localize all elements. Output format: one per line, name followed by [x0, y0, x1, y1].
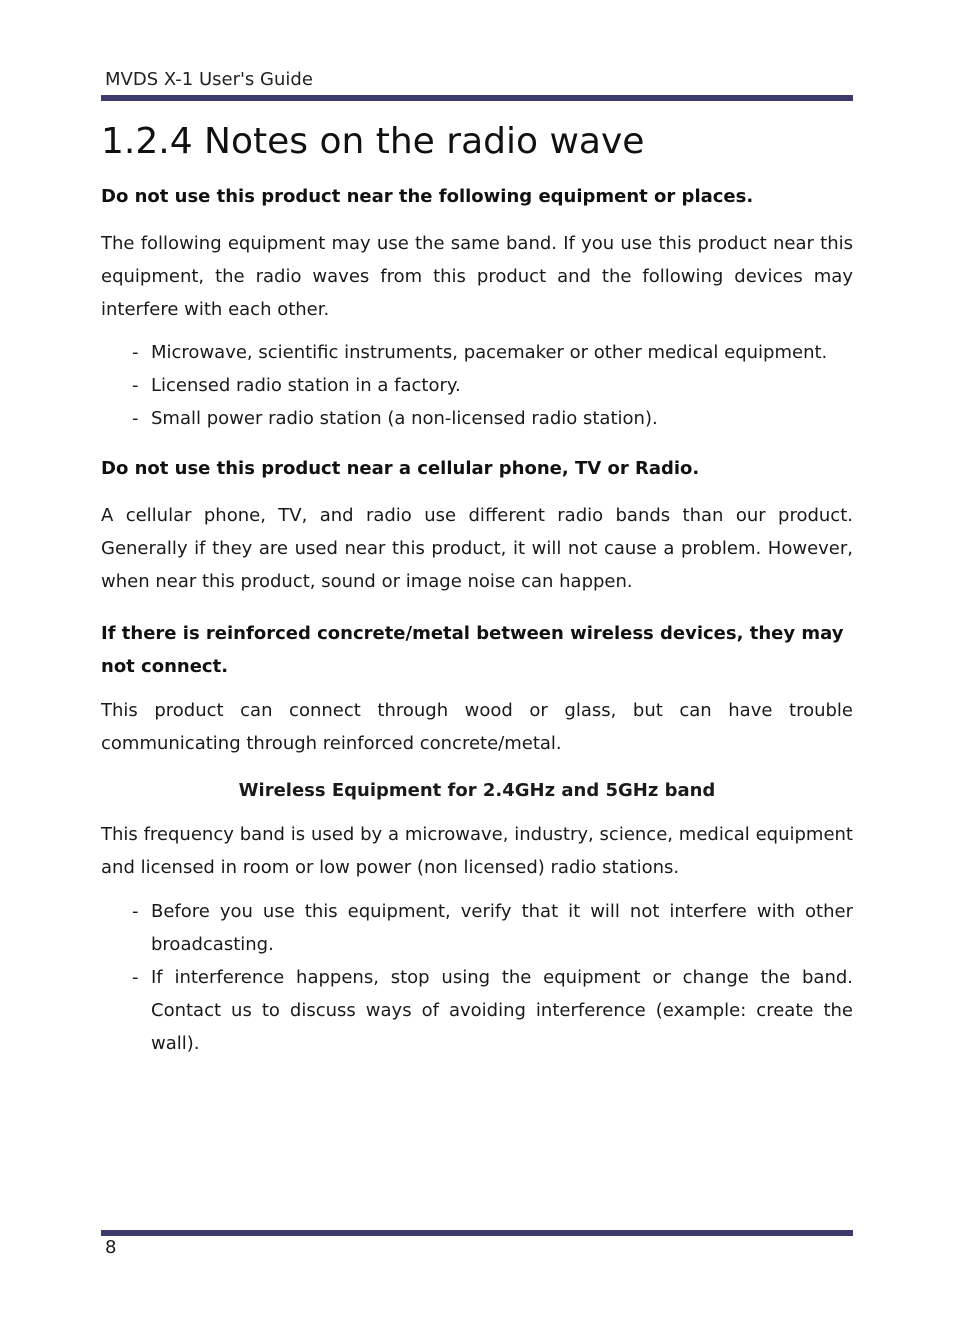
list-item-text: Before you use this equipment, verify that it will not interfere with other broadcasting. [151, 901, 853, 955]
block2-heading: Do not use this product near a cellular phone, TV or Radio. [101, 458, 700, 479]
footer-rule [101, 1230, 853, 1236]
block1-paragraph: The following equipment may use the same band. If you use this product near this equipment, the radio waves from this product and the following devices may interfere with each other. [101, 233, 853, 320]
section-title: 1.2.4 Notes on the radio wave [101, 121, 645, 162]
list-dash: - [132, 967, 139, 988]
block-reinforced-concrete [101, 617, 853, 760]
block4-heading: Wireless Equipment for 2.4GHz and 5GHz band [238, 780, 716, 801]
list-item-text: Licensed radio station in a factory. [151, 375, 461, 396]
list-item [101, 961, 853, 1060]
list-dash: - [132, 408, 139, 429]
block2-paragraph: A cellular phone, TV, and radio use different radio bands than our product. Generally if they are used near this product, it will not cause a problem. However, when near this product, sound or image noise can happen. [101, 505, 853, 592]
block-wireless-band [101, 774, 853, 1060]
list-item [101, 369, 853, 402]
block-equipment-places [101, 180, 853, 435]
header-rule [101, 95, 853, 101]
block3-heading: If there is reinforced concrete/metal between wireless devices, they may not connect. [101, 623, 844, 677]
block3-paragraph: This product can connect through wood or glass, but can have trouble communicating through reinforced concrete/metal. [101, 700, 853, 754]
block4-list [101, 895, 853, 1060]
list-dash: - [132, 342, 139, 363]
list-item-text: Small power radio station (a non-licensed radio station). [151, 408, 658, 429]
list-dash: - [132, 375, 139, 396]
list-dash: - [132, 901, 139, 922]
block-cellular-tv-radio [101, 452, 853, 598]
block4-paragraph: This frequency band is used by a microwave, industry, science, medical equipment and licensed in room or low power (non licensed) radio stations. [101, 824, 853, 878]
list-item [101, 895, 853, 961]
running-header: MVDS X-1 User's Guide [105, 69, 313, 90]
document-page [101, 0, 853, 1339]
list-item [101, 402, 853, 435]
list-item-text: If interference happens, stop using the equipment or change the band. Contact us to discuss ways of avoiding interference (example: create the wall). [151, 967, 853, 1054]
list-item [101, 336, 853, 369]
block1-heading: Do not use this product near the following equipment or places. [101, 186, 754, 207]
list-item-text: Microwave, scientific instruments, pacemaker or other medical equipment. [151, 342, 828, 363]
page-number: 8 [105, 1237, 117, 1258]
block1-list [101, 336, 853, 435]
